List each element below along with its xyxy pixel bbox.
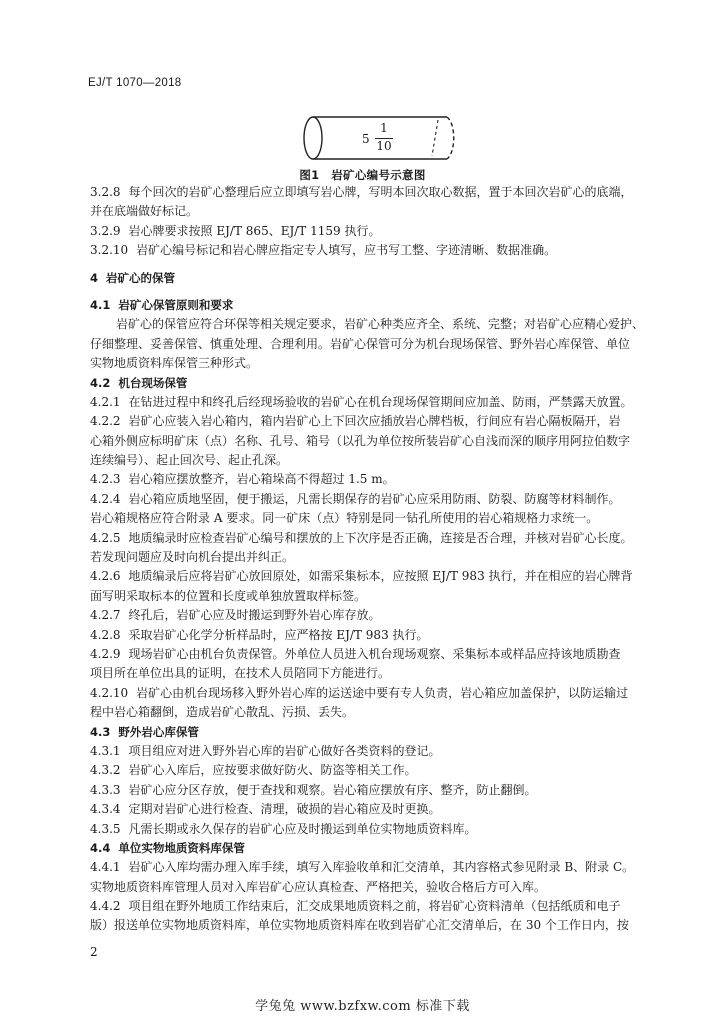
clause-text: 连续编号）、起止回次号、起止孔深。	[90, 453, 289, 468]
core-number-figure	[300, 112, 462, 164]
standard-code: EJ/T 1070—2018	[88, 77, 182, 89]
clause-text: 岩矿心编号标记和岩心牌应指定专人填写，应书写工整、字迹清晰、数据准确。	[136, 243, 557, 258]
clause-text: 在钻进过程中和终孔后经现场验收的岩矿心在机台现场保管期间应加盖、防雨，严禁露天放置。	[128, 394, 633, 409]
clause-text: 并在底端做好标记。	[90, 204, 199, 219]
paragraph-line	[90, 606, 662, 625]
paragraph-line	[90, 703, 662, 722]
heading-text: 野外岩心库保管	[118, 724, 199, 739]
paragraph-line	[90, 626, 662, 645]
clause-number: 4.2.3	[90, 472, 121, 487]
clause-number: 4.2	[90, 375, 111, 390]
clause-text: 每个回次的岩矿心整理后应立即填写岩心牌，写明本回次取心数据，置于本回次岩矿心的底端，	[128, 185, 633, 199]
paragraph-line	[90, 858, 662, 877]
fraction-whole: 5	[362, 132, 370, 146]
clause-text: 若发现问题应及时向机台提出并纠正。	[90, 550, 295, 565]
paragraph-line	[90, 742, 662, 761]
paragraph-line	[90, 916, 662, 935]
section-heading	[90, 723, 662, 742]
clause-number: 4.3.4	[90, 802, 121, 817]
clause-number: 4.4.1	[90, 860, 121, 875]
clause-text: 岩心箱应摆放整齐，岩心箱垛高不得超过 1.5 m。	[128, 472, 395, 487]
paragraph-line	[90, 567, 662, 586]
clause-text: 地质编录后应将岩矿心放回原处，如需采集标本，应按照 EJ/T 983 执行，并在相应的岩心牌背	[128, 569, 633, 584]
paragraph-line	[90, 800, 662, 819]
clause-text: 终孔后，岩矿心应及时搬运到野外岩心库存放。	[128, 608, 381, 623]
clause-text: 程中岩心箱翻倒，造成岩矿心散乱、污损、丢失。	[90, 705, 355, 720]
paragraph-line	[90, 354, 662, 373]
heading-text: 单位实物地质资料库保管	[118, 840, 245, 855]
paragraph-line	[90, 490, 662, 509]
clause-number: 4.2.6	[90, 569, 121, 584]
clause-text: 实物地质资料库保管三种形式。	[90, 356, 259, 371]
clause-text: 地质编录时应检查岩矿心编号和摆放的上下次序是否正确，连接是否合理，并核对岩矿心长度。	[128, 530, 633, 545]
clause-text: 仔细整理、妥善保管、慎重处理、合理利用。岩矿心保管可分为机台现场保管、野外岩心库保管、单位	[90, 336, 631, 351]
paragraph-line	[90, 664, 662, 683]
paragraph-line	[90, 393, 662, 412]
paragraph-line	[90, 315, 662, 334]
clause-text: 岩矿心入库均需办理入库手续，填写入库验收单和汇交清单，其内容格式参见附录 B、附录 C。	[128, 860, 635, 875]
clause-text: 项目所在单位出具的证明，在技术人员陪同下方能进行。	[90, 666, 391, 681]
clause-text: 项目组应对进入野外岩心库的岩矿心做好各类资料的登记。	[128, 743, 441, 758]
clause-number: 4.2.4	[90, 491, 121, 506]
clause-number: 4.3.5	[90, 821, 121, 836]
paragraph-line	[90, 548, 662, 567]
clause-number: 3.2.10	[90, 243, 129, 258]
paragraph-line	[90, 222, 662, 241]
paragraph-line	[90, 645, 662, 664]
paragraph-line	[90, 587, 662, 606]
clause-text: 岩矿心应装入岩心箱内，箱内岩矿心上下回次应插放岩心牌档板，行间应有岩心隔板隔开，岩	[128, 414, 621, 429]
section-heading	[90, 269, 662, 288]
paragraph-line	[90, 432, 662, 451]
section-heading	[90, 296, 662, 315]
clause-text: 实物地质资料库管理人员对入库岩矿心应认真检查、严格把关，验收合格后方可入库。	[90, 879, 547, 894]
clause-text: 采取岩矿心化学分析样品时，应严格按 EJ/T 983 执行。	[128, 627, 429, 642]
core-number-label	[362, 121, 402, 157]
clause-text: 项目组在野外地质工作结束后，汇交成果地质资料之前，将岩矿心资料清单（包括纸质和电子	[128, 899, 621, 914]
clause-number: 4	[90, 270, 99, 285]
paragraph-line	[90, 451, 662, 470]
clause-number: 4.2.5	[90, 530, 121, 545]
clause-text: 定期对岩矿心进行检查、清理，破损的岩心箱应及时更换。	[128, 802, 441, 817]
clause-number: 4.2.1	[90, 394, 121, 409]
paragraph-line	[90, 820, 662, 839]
clause-text: 岩矿心的保管应符合环保等相关规定要求，岩矿心种类应齐全、系统、完整；对岩矿心应精心爱护、	[116, 317, 645, 332]
clause-number: 4.2.7	[90, 608, 121, 623]
clause-text: 岩心箱规格应符合附录 A 要求。同一矿床（点）特别是同一钻孔所使用的岩心箱规格力求统一。	[90, 511, 599, 526]
paragraph-line	[90, 202, 662, 221]
section-heading	[90, 839, 662, 858]
section-heading	[90, 374, 662, 393]
figure-caption: 图1 岩矿心编号示意图	[299, 168, 426, 182]
site-watermark: 学兔兔 www.bzfxw.com 标准下载	[255, 999, 470, 1014]
paragraph-line	[90, 897, 662, 916]
heading-text: 机台现场保管	[118, 375, 188, 390]
paragraph-line	[90, 509, 662, 528]
fraction-numerator: 1	[380, 121, 388, 135]
clause-number: 4.2.8	[90, 627, 121, 642]
clause-number: 4.3.2	[90, 763, 121, 778]
clause-text: 岩矿心应分区存放，便于查找和观察。岩心箱应摆放有序、整齐，防止翻倒。	[128, 782, 537, 797]
paragraph-line	[90, 684, 662, 703]
clause-text: 面写明采取标本的位置和长度或单独放置取样标签。	[90, 588, 367, 603]
paragraph-line	[90, 781, 662, 800]
paragraph-line	[90, 183, 662, 202]
clause-number: 4.4	[90, 840, 111, 855]
clause-text: 岩矿心由机台现场移入野外岩心库的运送途中要有专人负责，岩心箱应加盖保护，以防运输过	[136, 685, 629, 700]
paragraph-line	[90, 470, 662, 489]
page-number: 2	[90, 945, 98, 959]
clause-text: 现场岩矿心由机台负责保管。外单位人员进入机台现场观察、采集标本或样品应持该地质勘查	[128, 646, 621, 661]
clause-number: 4.3.3	[90, 782, 121, 797]
clause-number: 4.3	[90, 724, 111, 739]
clause-text: 岩心牌要求按照 EJ/T 865、EJ/T 1159 执行。	[128, 223, 381, 238]
paragraph-line	[90, 241, 662, 260]
document-body	[90, 183, 662, 936]
clause-text: 凡需长期或永久保存的岩矿心应及时搬运到单位实物地质资料库。	[128, 821, 477, 836]
clause-text: 版）报送单位实物地质资料库，单位实物地质资料库在收到岩矿心汇交清单后，在 30 个工作日内，按	[90, 918, 629, 933]
clause-number: 3.2.9	[90, 223, 121, 238]
clause-number: 4.2.10	[90, 685, 129, 700]
clause-text: 岩心箱应质地坚固，便于搬运，凡需长期保存的岩矿心应采用防雨、防裂、防腐等材料制作。	[128, 491, 621, 506]
clause-number: 4.1	[90, 297, 111, 312]
heading-text: 岩矿心的保管	[106, 270, 176, 285]
clause-number: 4.3.1	[90, 743, 121, 758]
fraction-denominator: 10	[376, 139, 392, 153]
clause-number: 4.4.2	[90, 899, 121, 914]
paragraph-line	[90, 529, 662, 548]
paragraph-line	[90, 761, 662, 780]
heading-text: 岩矿心保管原则和要求	[118, 297, 234, 312]
paragraph-line	[90, 878, 662, 897]
paragraph-line	[90, 335, 662, 354]
clause-number: 4.2.2	[90, 414, 121, 429]
clause-number: 3.2.8	[90, 185, 121, 199]
clause-number: 4.2.9	[90, 646, 121, 661]
clause-text: 心箱外侧应标明矿床（点）名称、孔号、箱号（以孔为单位按所装岩矿心自浅而深的顺序用阿拉伯数字	[90, 433, 631, 448]
clause-text: 岩矿心入库后，应按要求做好防火、防盗等相关工作。	[128, 763, 417, 778]
paragraph-line	[90, 412, 662, 431]
